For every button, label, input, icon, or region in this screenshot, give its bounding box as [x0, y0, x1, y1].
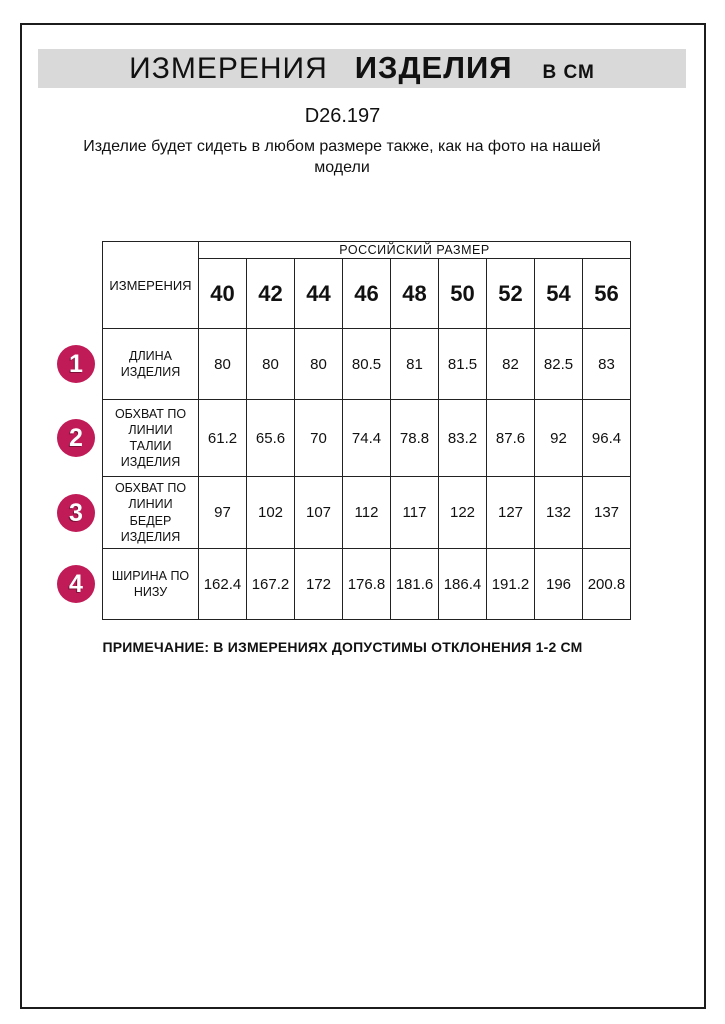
measurements-column-header: ИЗМЕРЕНИЯ — [103, 242, 199, 329]
measurement-value: 172 — [295, 549, 343, 620]
size-header-46: 46 — [343, 259, 391, 329]
measurement-value: 181.6 — [391, 549, 439, 620]
measurement-value: 162.4 — [199, 549, 247, 620]
measurement-value: 74.4 — [343, 400, 391, 477]
measurement-value: 122 — [439, 477, 487, 549]
measurement-value: 191.2 — [487, 549, 535, 620]
measurement-value: 81.5 — [439, 329, 487, 400]
russian-size-group-header: РОССИЙСКИЙ РАЗМЕР — [199, 242, 631, 259]
measurement-label: ДЛИНА ИЗДЕЛИЯ — [103, 329, 199, 400]
measurement-value: 92 — [535, 400, 583, 477]
size-header-48: 48 — [391, 259, 439, 329]
measurement-value: 107 — [295, 477, 343, 549]
measurement-label: ОБХВАТ ПО ЛИНИИ БЕДЕР ИЗДЕЛИЯ — [103, 477, 199, 549]
size-header-54: 54 — [535, 259, 583, 329]
table-row — [103, 400, 631, 477]
measurement-value: 70 — [295, 400, 343, 477]
row-number-badge-2: 2 — [57, 419, 95, 457]
measurement-label: ШИРИНА ПО НИЗУ — [103, 549, 199, 620]
group-header-row — [103, 242, 631, 259]
size-table — [102, 241, 631, 620]
measurement-value: 167.2 — [247, 549, 295, 620]
size-header-42: 42 — [247, 259, 295, 329]
measurement-label: ОБХВАТ ПО ЛИНИИ ТАЛИИ ИЗДЕЛИЯ — [103, 400, 199, 477]
measurement-value: 80 — [247, 329, 295, 400]
measurement-value: 80 — [295, 329, 343, 400]
measurement-value: 82.5 — [535, 329, 583, 400]
size-header-40: 40 — [199, 259, 247, 329]
measurement-value: 87.6 — [487, 400, 535, 477]
measurement-value: 61.2 — [199, 400, 247, 477]
measurement-value: 132 — [535, 477, 583, 549]
measurement-value: 65.6 — [247, 400, 295, 477]
measurement-value: 78.8 — [391, 400, 439, 477]
measurement-value: 137 — [583, 477, 631, 549]
measurement-value: 112 — [343, 477, 391, 549]
table-row — [103, 329, 631, 400]
article-code: D26.197 — [304, 105, 381, 127]
measurement-value: 83 — [583, 329, 631, 400]
measurement-value: 83.2 — [439, 400, 487, 477]
row-number-badge-4: 4 — [57, 565, 95, 603]
measurement-value: 97 — [199, 477, 247, 549]
size-header-50: 50 — [439, 259, 487, 329]
size-header-44: 44 — [295, 259, 343, 329]
measurement-value: 102 — [247, 477, 295, 549]
measurement-value: 127 — [487, 477, 535, 549]
measurement-value: 80.5 — [343, 329, 391, 400]
row-number-badge-1: 1 — [57, 345, 95, 383]
measurement-value: 80 — [199, 329, 247, 400]
page-title-emphasis: ИЗДЕЛИЯ — [354, 50, 513, 85]
title-bar — [38, 49, 686, 88]
measurement-value: 96.4 — [583, 400, 631, 477]
measurement-value: 82 — [487, 329, 535, 400]
measurement-value: 117 — [391, 477, 439, 549]
measurement-value: 81 — [391, 329, 439, 400]
size-header-52: 52 — [487, 259, 535, 329]
table-row — [103, 477, 631, 549]
page-title-unit: В СМ — [542, 62, 595, 83]
measurement-value: 196 — [535, 549, 583, 620]
fit-note: Изделие будет сидеть в любом размере также, как на фото на нашей модели — [83, 138, 601, 176]
row-number-badge-3: 3 — [57, 494, 95, 532]
measurement-value: 186.4 — [439, 549, 487, 620]
table-row — [103, 549, 631, 620]
measurement-value: 176.8 — [343, 549, 391, 620]
footnote: ПРИМЕЧАНИЕ: В ИЗМЕРЕНИЯХ ДОПУСТИМЫ ОТКЛОНЕНИЯ 1-2 СМ — [102, 639, 583, 655]
size-header-56: 56 — [583, 259, 631, 329]
measurement-value: 200.8 — [583, 549, 631, 620]
page-title-main: ИЗМЕРЕНИЯ — [129, 52, 328, 85]
